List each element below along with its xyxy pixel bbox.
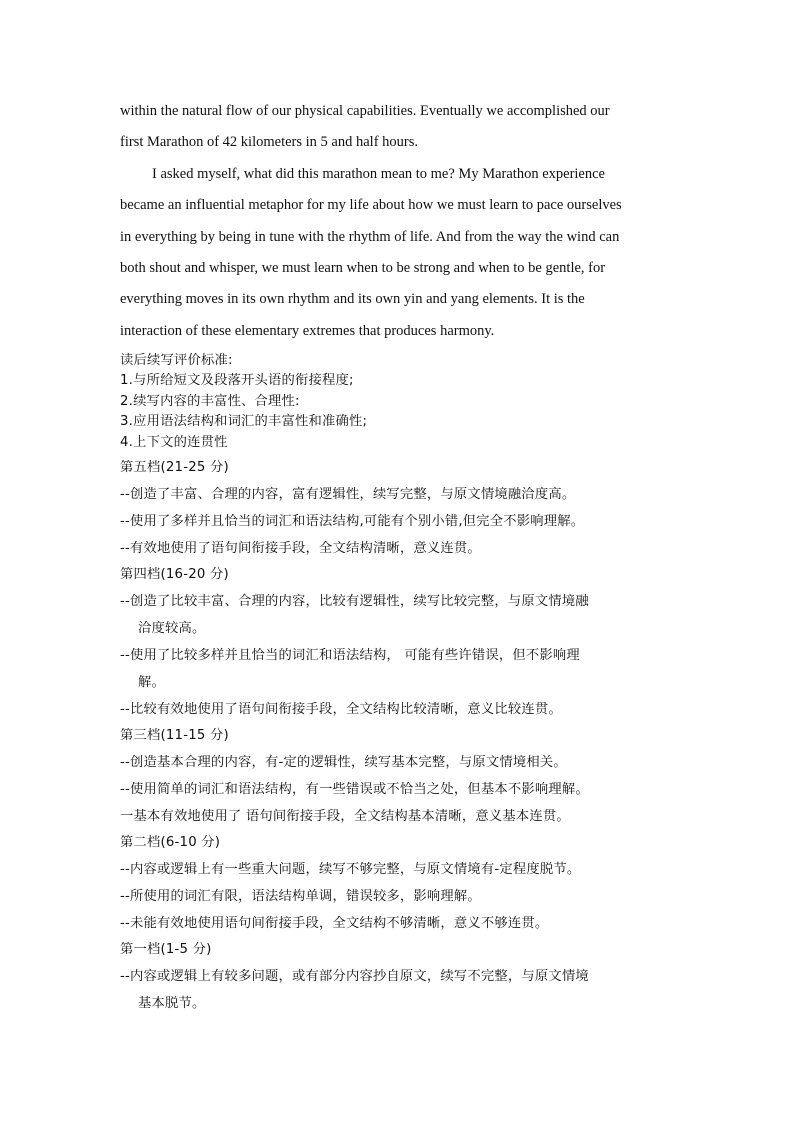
page-content xyxy=(120,96,680,1017)
level-5-criterion-2: --使用了多样并且恰当的词汇和语法结构,可能有个别小错,但完全不影响理解。 xyxy=(120,514,585,530)
passage-paragraph-1 xyxy=(120,96,680,159)
rubric-standard-1: 1.与所给短文及段落开头语的衔接程度; xyxy=(120,373,354,389)
level-4-criterion-1-continued: 洽度较高。 xyxy=(138,621,206,637)
passage-line: became an influential metaphor for my life about how we must learn to pace ourselves xyxy=(120,197,622,214)
level-4-title: 第四档(16-20 分) xyxy=(120,567,229,583)
level-4-criterion-3: --比较有效地使用了语句间衔接手段，全文结构比较清晰，意义比较连贯。 xyxy=(120,702,562,718)
level-2-criterion-3: --未能有效地使用语句间衔接手段，全文结构不够清晰，意义不够连贯。 xyxy=(120,916,549,932)
level-4-criterion-1: --创造了比较丰富、合理的内容，比较有逻辑性，续写比较完整，与原文情境融 xyxy=(120,594,589,610)
level-1-criterion-1-continued: 基本脱节。 xyxy=(138,996,206,1012)
rubric-heading: 读后续写评价标准: xyxy=(120,353,233,369)
passage-line: interaction of these elementary extremes that produces harmony. xyxy=(120,322,495,339)
passage-line: both shout and whisper, we must learn when to be strong and when to be gentle, for xyxy=(120,260,606,277)
passage-line: within the natural flow of our physical capabilities. Eventually we accomplished our xyxy=(120,103,610,119)
level-3-criterion-2: --使用简单的词汇和语法结构，有一些错误或不恰当之处，但基本不影响理解。 xyxy=(120,782,589,798)
level-1-title: 第一档(1-5 分) xyxy=(120,942,212,958)
level-4-criterion-2: --使用了比较多样并且恰当的词汇和语法结构， 可能有些许错误，但不影响理 xyxy=(120,648,580,664)
passage-line: everything moves in its own rhythm and its own yin and yang elements. It is the xyxy=(120,291,585,308)
level-1-criterion-1: --内容或逻辑上有较多问题，或有部分内容抄自原文，续写不完整，与原文情境 xyxy=(120,969,589,985)
passage-line: I asked myself, what did this marathon mean to me? My Marathon experience xyxy=(152,165,605,182)
passage-paragraph-2 xyxy=(120,159,680,347)
level-2-title: 第二档(6-10 分) xyxy=(120,835,221,851)
level-3-criterion-1: --创造基本合理的内容，有-定的逻辑性，续写基本完整，与原文情境相关。 xyxy=(120,755,567,771)
level-2-criterion-2: --所使用的词汇有限，语法结构单调，错误较多，影响理解。 xyxy=(120,889,481,905)
evaluation-rubric xyxy=(120,351,680,1017)
passage-line: in everything by being in tune with the rhythm of life. And from the way the wind can xyxy=(120,228,620,245)
level-5-title: 第五档(21-25 分) xyxy=(120,460,229,476)
level-5-criterion-3: --有效地使用了语句间衔接手段，全文结构清晰，意义连贯。 xyxy=(120,541,481,557)
rubric-standard-2: 2.续写内容的丰富性、合理性: xyxy=(120,393,300,409)
rubric-standard-4: 4.上下文的连贯性 xyxy=(120,434,228,450)
passage-line: first Marathon of 42 kilometers in 5 and half hours. xyxy=(120,134,418,151)
rubric-standard-3: 3.应用语法结构和词汇的丰富性和准确性; xyxy=(120,414,368,430)
level-2-criterion-1: --内容或逻辑上有一些重大问题，续写不够完整，与原文情境有-定程度脱节。 xyxy=(120,862,581,878)
level-4-criterion-2-continued: 解。 xyxy=(138,675,165,691)
passage xyxy=(120,96,680,347)
level-3-criterion-3: 一基本有效地使用了 语句间衔接手段，全文结构基本清晰，意义基本连贯。 xyxy=(120,809,570,825)
level-5-criterion-1: --创造了丰富、合理的内容，富有逻辑性，续写完整，与原文情境融洽度高。 xyxy=(120,487,576,503)
level-3-title: 第三档(11-15 分) xyxy=(120,728,229,744)
